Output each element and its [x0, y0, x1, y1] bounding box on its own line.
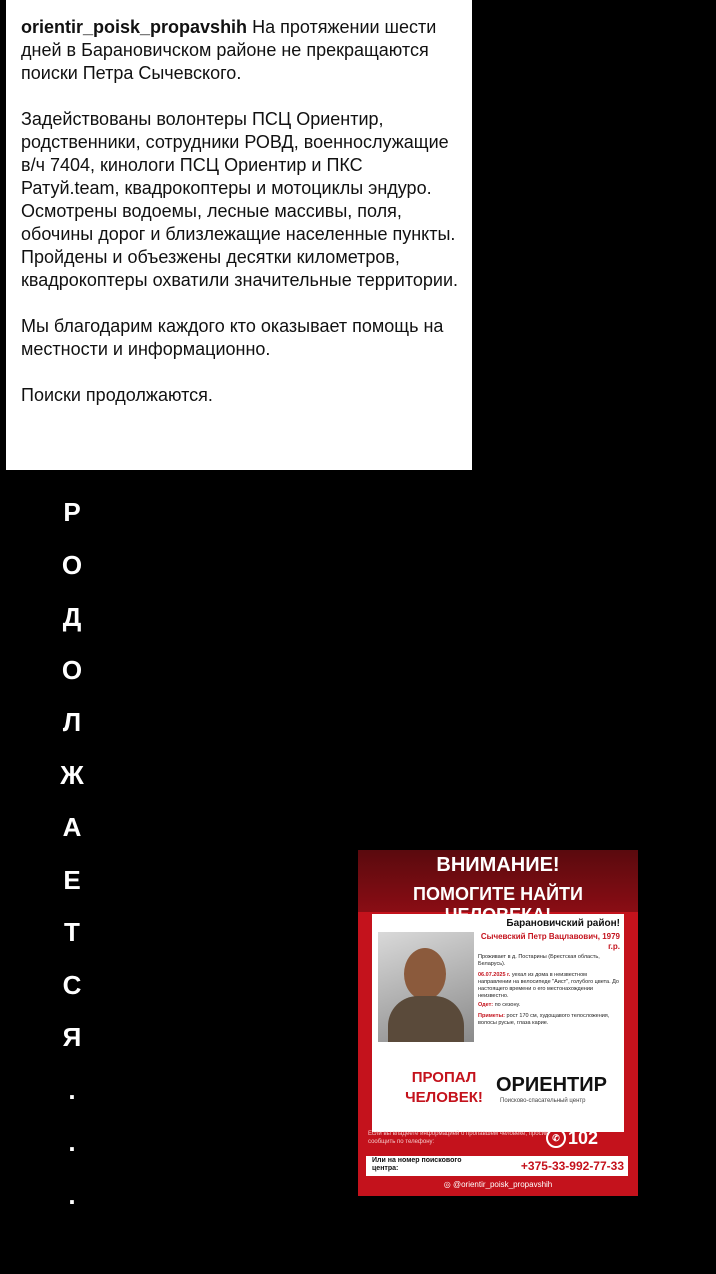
vertical-letter: .	[68, 1074, 76, 1105]
poster-signs-value: рост 170 см, худощавого телосложения, волосы русые, глаза карие.	[478, 1013, 610, 1026]
vertical-letter: Р	[63, 497, 81, 527]
vertical-letter: Я	[62, 1022, 82, 1052]
orientir-logo: ОРИЕНТИР	[496, 1074, 607, 1096]
poster-signs-label: Приметы:	[478, 1013, 505, 1019]
photo-body	[388, 996, 464, 1042]
post-paragraph-2: Задействованы волонтеры ПСЦ Ориентир, родственники, сотрудники РОВД, военнослужащие в/ч 7404, кинологи ПСЦ Ориентир и ПКС Ратуй.team, квадрокоптеры и мотоциклы эндуро. Осмотрены водоемы, лесные массивы, поля, обочины дорог и близлежащие населенные пункты. Пройдены и объезжены десятки километров, квадрокоптеры охватили значительные территории.	[21, 109, 459, 290]
poster-event	[478, 972, 620, 1000]
poster-missing-1: ПРОПАЛ	[411, 1069, 477, 1086]
post-intro: На протяжении шести дней в Барановичском районе не прекращаются поиски Петра Сычевского.	[21, 17, 437, 83]
poster-dressed	[478, 1002, 620, 1009]
poster-phone-bar	[366, 1156, 628, 1176]
post-paragraph-3: Мы благодарим каждого кто оказывает помощь на местности и информационно.	[21, 316, 444, 359]
vertical-letter: Е	[63, 864, 81, 895]
person-photo	[378, 932, 474, 1042]
poster-info-text: Если вы владеете информацией о пропавшем человеке, просим сообщить по телефону:	[368, 1131, 550, 1145]
poster-missing-2: ЧЕЛОВЕК!	[405, 1089, 483, 1106]
vertical-letter: Ж	[60, 759, 84, 790]
vertical-letter: Л	[62, 707, 82, 737]
missing-person-poster	[358, 850, 638, 1196]
instagram-icon: ◎	[443, 1180, 451, 1189]
phone-icon: ✆	[546, 1128, 566, 1148]
vertical-letter: О	[61, 549, 83, 580]
vertical-letter: О	[61, 654, 83, 685]
poster-residence: Проживает в д. Постарины (Брестская область, Беларусь).	[478, 954, 600, 967]
vertical-letter: А	[62, 812, 82, 842]
poster-heading-help: ПОМОГИТЕ НАЙТИ	[413, 884, 583, 904]
poster-heading-attention: ВНИМАНИЕ!	[436, 854, 560, 876]
vertical-letter: С	[62, 969, 82, 1000]
poster-missing-label	[396, 1068, 492, 1108]
poster-region: Барановичский район!	[506, 918, 620, 929]
poster-signs	[478, 1013, 620, 1027]
poster-phone-number: +375-33-992-77-33	[520, 1159, 624, 1173]
photo-head	[404, 948, 446, 1000]
post-username[interactable]: orientir_poisk_propavshih	[21, 17, 248, 37]
poster-event-text: уехал из дома в неизвестном направлении на велосипеде "Аист", голубого цвета. До настоящего времени о его местонахождении неизвестно.	[478, 972, 619, 999]
vertical-letter: .	[68, 1179, 76, 1210]
vertical-letter: Д	[62, 602, 82, 632]
vertical-caption	[40, 498, 104, 1233]
emergency-number-text: 102	[568, 1128, 599, 1148]
post-paragraph-4: Поиски продолжаются.	[21, 385, 213, 405]
poster-event-date: 06.07.2025 г.	[478, 972, 511, 978]
poster-instagram	[358, 1180, 638, 1189]
post-card	[6, 0, 472, 470]
poster-or-label: Или на номер поискового центра:	[372, 1157, 462, 1172]
poster-instagram-handle: @orientir_poisk_propavshih	[452, 1180, 553, 1189]
vertical-letter: .	[68, 1127, 76, 1157]
poster-info-panel	[372, 914, 624, 1132]
vertical-letter: Т	[64, 917, 80, 947]
poster-person-name: Сычевский Петр Вацлавович, 1979 г.р.	[480, 932, 620, 951]
poster-emergency-number	[552, 1128, 599, 1149]
orientir-logo-subtitle: Поисково-спасательный центр	[500, 1098, 586, 1104]
poster-dressed-label: Одет:	[478, 1002, 494, 1008]
post-text	[21, 16, 461, 430]
poster-dressed-value: по сезону.	[494, 1002, 521, 1008]
